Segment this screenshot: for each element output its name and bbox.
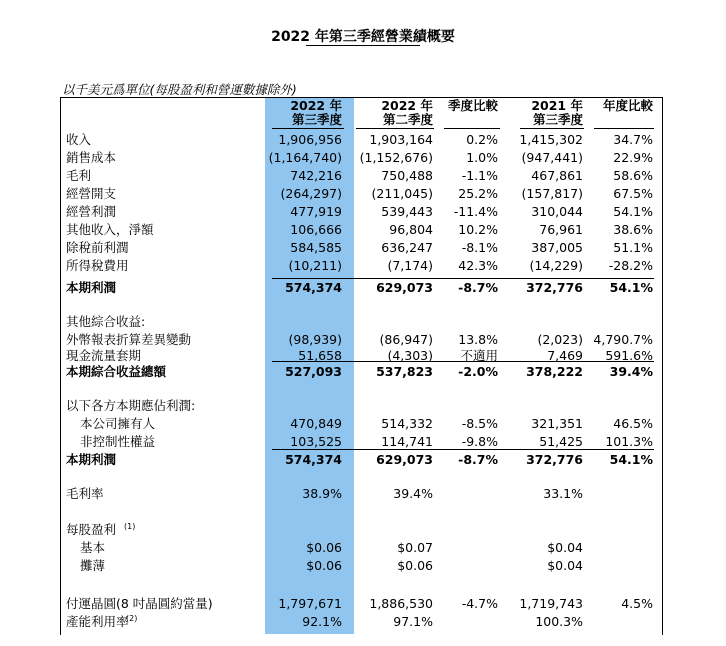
cell-c2: 96,804: [389, 222, 433, 237]
cell-c4: (157,817): [521, 186, 583, 201]
cell-c2: 539,443: [381, 204, 433, 219]
cell-c1: 574,374: [285, 452, 342, 467]
cell-c2: 1,886,530: [369, 596, 433, 611]
cell-c2: 750,488: [381, 168, 433, 183]
cell-c3: -9.8%: [461, 434, 498, 449]
cell-c5: 51.1%: [613, 240, 653, 255]
cell-c3: 10.2%: [458, 222, 498, 237]
cell-c4: (2,023): [537, 332, 583, 347]
cell-c3: 1.0%: [466, 150, 498, 165]
table-row-operating-profit: [62, 203, 658, 220]
table-row-gross-margin: [62, 485, 658, 502]
total-rule: [272, 278, 654, 279]
col-header-qoq: 季度比較: [447, 98, 498, 113]
total-rule: [272, 449, 654, 450]
row-label: 非控制性權益: [80, 434, 156, 449]
cell-c5: 58.6%: [613, 168, 653, 183]
cell-c4: (14,229): [529, 258, 583, 273]
cell-c5: 34.7%: [613, 132, 653, 147]
cell-c1: $0.06: [306, 558, 342, 573]
table-row-attributable-heading: [62, 397, 658, 414]
row-label: 除稅前利潤: [66, 240, 129, 255]
table-row-eps-basic: [62, 539, 658, 556]
cell-c3: -11.4%: [453, 204, 498, 219]
cell-c5: 67.5%: [613, 186, 653, 201]
row-label: 毛利率: [66, 486, 104, 501]
table-row-oci-heading: [62, 313, 658, 330]
table-row-total-comprehensive-income: [62, 363, 658, 380]
cell-c4: (947,441): [521, 150, 583, 165]
table-row-profit-for-period-total: [62, 451, 658, 468]
cell-c4: 378,222: [526, 364, 583, 379]
cell-c1: 470,849: [290, 416, 342, 431]
header-rule: [356, 128, 434, 129]
row-label: 毛利: [66, 168, 92, 183]
cell-c3: 42.3%: [458, 258, 498, 273]
cell-c4: 467,861: [531, 168, 583, 183]
table-row-utilization-rate: 產能利用率 (2) 92.1% 97.1% 100.3%: [66, 614, 583, 629]
col-header-yoy: 年度比較: [602, 98, 653, 113]
cell-c4: 321,351: [531, 416, 583, 431]
cell-c4: 1,719,743: [519, 596, 583, 611]
row-label: 付運晶圓(8 吋晶圓約當量): [66, 596, 213, 611]
table-row-cost-of-sales: [62, 149, 658, 166]
cell-c3: -8.1%: [461, 240, 498, 255]
cell-c2: 114,741: [381, 434, 433, 449]
cell-c5: 46.5%: [613, 416, 653, 431]
cell-c1: $0.06: [306, 540, 342, 555]
cell-c5: 22.9%: [613, 150, 653, 165]
cell-c4: 7,469: [547, 348, 583, 363]
row-label: 每股盈利: [66, 522, 117, 537]
row-label: 本期綜合收益總額: [66, 364, 167, 379]
cell-c1: 92.1%: [302, 614, 342, 629]
cell-c3: 13.8%: [458, 332, 498, 347]
cell-c1: 574,374: [285, 280, 342, 295]
table-row-gross-profit: [62, 167, 658, 184]
cell-c2: 97.1%: [393, 614, 433, 629]
row-label: 產能利用率: [66, 614, 129, 629]
cell-c5: 54.1%: [609, 452, 653, 467]
table-row-profit-before-tax: [62, 239, 658, 256]
cell-c2: $0.06: [397, 558, 433, 573]
table-row-revenue: [62, 131, 658, 148]
cell-c1: (10,211): [288, 258, 342, 273]
table-row-other-income-net: [62, 221, 658, 238]
cell-c4: 100.3%: [535, 614, 583, 629]
unit-note: 以千美元爲單位(每股盈利和營運數據除外): [62, 82, 297, 97]
title-underline: [306, 45, 420, 46]
cell-c4: 372,776: [526, 280, 583, 295]
cell-c3: 不適用: [460, 348, 498, 363]
cell-c5: 4,790.7%: [593, 332, 653, 347]
row-label: 本期利潤: [66, 280, 117, 295]
cell-c2: 537,823: [376, 364, 433, 379]
cell-c2: 636,247: [381, 240, 433, 255]
cell-c2: (1,152,676): [359, 150, 433, 165]
header-rule: [272, 128, 344, 129]
row-label: 基本: [80, 540, 106, 555]
cell-c5: -28.2%: [608, 258, 653, 273]
cell-c5: 38.6%: [613, 222, 653, 237]
table-row-owners-of-company: [62, 415, 658, 432]
cell-c1: (1,164,740): [268, 150, 342, 165]
row-label: 本公司擁有人: [80, 416, 156, 431]
cell-c3: -8.7%: [458, 452, 498, 467]
cell-c2: $0.07: [397, 540, 433, 555]
cell-c2: 629,073: [376, 452, 433, 467]
cell-c1: (264,297): [280, 186, 342, 201]
table-row-non-controlling-interests: [62, 433, 658, 450]
header-rule: [520, 128, 584, 129]
cell-c5: 54.1%: [609, 280, 653, 295]
cell-c2: 629,073: [376, 280, 433, 295]
cell-c5: 591.6%: [605, 348, 653, 363]
row-label: 經營利潤: [66, 204, 117, 219]
cell-c4: 310,044: [531, 204, 583, 219]
row-label: 外幣報表折算差異變動: [66, 332, 192, 347]
cell-c3: -2.0%: [458, 364, 498, 379]
row-label: 經營開支: [66, 186, 117, 201]
cell-c4: $0.04: [547, 558, 583, 573]
header-rule: [444, 128, 500, 129]
col-header-2022q2: 2022 年 第二季度: [381, 98, 433, 127]
col-header-2022q3: 2022 年 第三季度: [290, 98, 342, 127]
row-label: 其他收入，淨額: [66, 222, 154, 237]
cell-c2: 514,332: [381, 416, 433, 431]
cell-c2: (211,045): [371, 186, 433, 201]
cell-c1: 1,797,671: [278, 596, 342, 611]
cell-c4: 1,415,302: [519, 132, 583, 147]
cell-c1: 477,919: [290, 204, 342, 219]
total-rule: [272, 361, 654, 362]
cell-c2: (86,947): [379, 332, 433, 347]
cell-c3: 25.2%: [458, 186, 498, 201]
table-row-income-tax: [62, 257, 658, 274]
row-label: 攤薄: [80, 558, 106, 573]
cell-c2: (7,174): [387, 258, 433, 273]
cell-c1: (98,939): [288, 332, 342, 347]
cell-c1: 584,585: [290, 240, 342, 255]
report-title: 2022 年第三季經營業績概要: [271, 29, 455, 45]
table-row-operating-expenses: [62, 185, 658, 202]
cell-c3: -1.1%: [461, 168, 498, 183]
cell-c4: 33.1%: [543, 486, 583, 501]
table-row-eps-diluted: [62, 557, 658, 574]
row-label: 銷售成本: [66, 150, 117, 165]
cell-c5: 54.1%: [613, 204, 653, 219]
row-label: 以下各方本期應佔利潤:: [66, 398, 196, 413]
cell-c4: $0.04: [547, 540, 583, 555]
row-label: 其他綜合收益:: [66, 314, 146, 329]
cell-c4: 387,005: [531, 240, 583, 255]
cell-c1: 51,658: [298, 348, 342, 363]
cell-c5: 39.4%: [609, 364, 653, 379]
cell-c5: 101.3%: [605, 434, 653, 449]
cell-c3: -4.7%: [461, 596, 498, 611]
row-label: 所得稅費用: [66, 258, 129, 273]
row-label: 本期利潤: [66, 452, 117, 467]
cell-c1: 527,093: [285, 364, 342, 379]
cell-c1: 103,525: [290, 434, 342, 449]
cell-c4: 51,425: [539, 434, 583, 449]
table-row-wafer-shipments: [62, 595, 658, 612]
col-header-2021q3: 2021 年 第三季度: [531, 98, 583, 127]
cell-c2: 1,903,164: [369, 132, 433, 147]
row-label: 現金流量套期: [66, 348, 142, 363]
cell-c3: -8.5%: [461, 416, 498, 431]
cell-c2: 39.4%: [393, 486, 433, 501]
cell-c1: 742,216: [290, 168, 342, 183]
header-rule: [594, 128, 654, 129]
table-row-eps-heading: 每股盈利 (1): [66, 522, 136, 537]
cell-c5: 4.5%: [621, 596, 653, 611]
cell-c4: 372,776: [526, 452, 583, 467]
table-row-fx-translation: [62, 331, 658, 348]
cell-c1: 1,906,956: [278, 132, 342, 147]
cell-c1: 38.9%: [302, 486, 342, 501]
cell-c1: 106,666: [290, 222, 342, 237]
cell-c3: 0.2%: [466, 132, 498, 147]
cell-c4: 76,961: [539, 222, 583, 237]
cell-c3: -8.7%: [458, 280, 498, 295]
row-label: 收入: [66, 132, 92, 147]
table-row-profit-for-period: [62, 279, 658, 296]
cell-c2: (4,303): [387, 348, 433, 363]
